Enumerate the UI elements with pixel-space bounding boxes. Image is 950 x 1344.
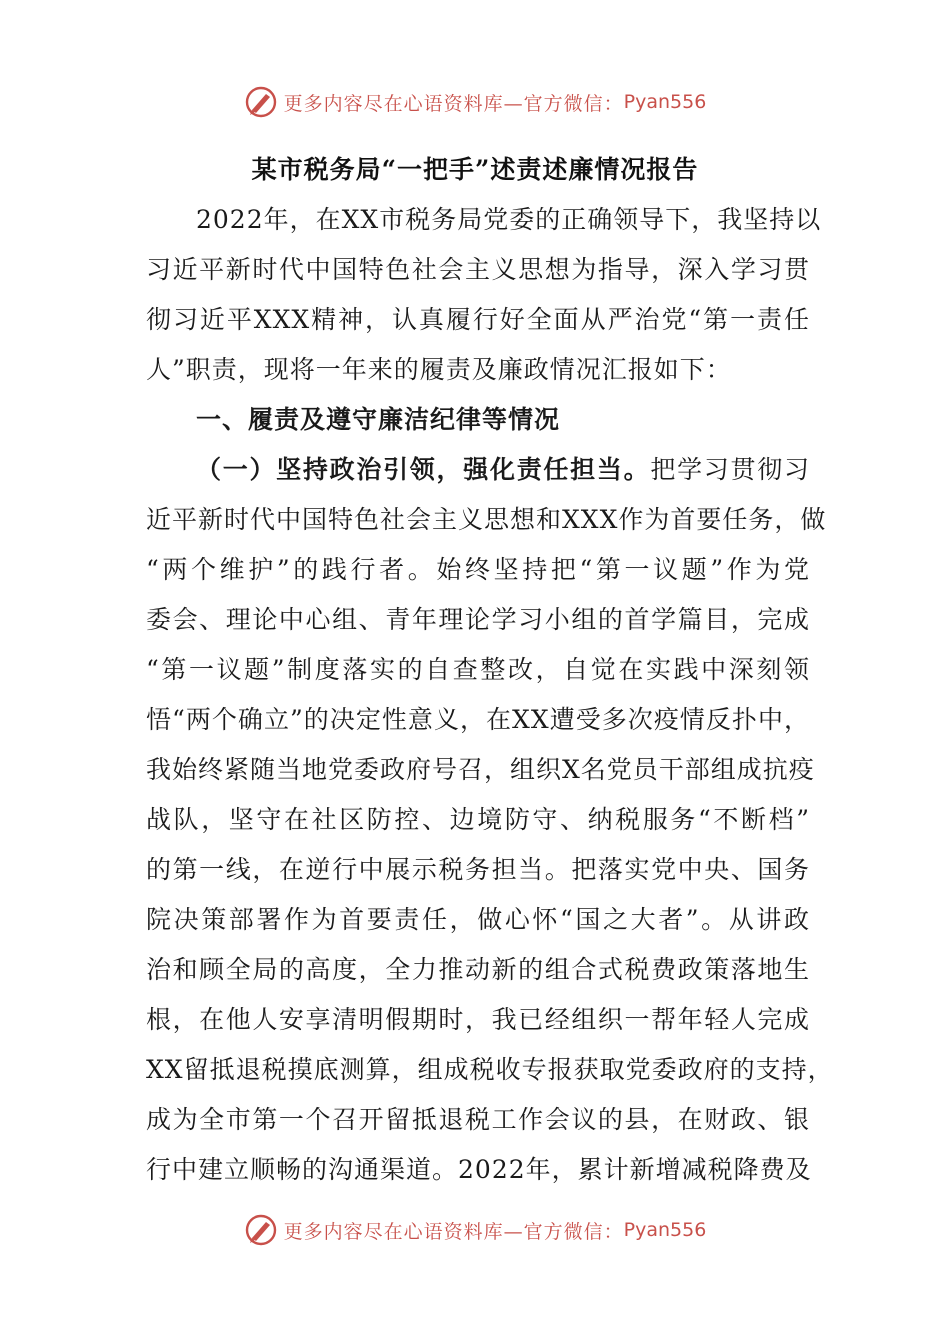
watermark-code: Pyan556 — [623, 91, 707, 113]
watermark-text: 更多内容尽在心语资料库—官方微信： — [283, 92, 624, 115]
paragraph-line: 2022年，在XX市税务局党委的正确领导下，我坚持以 — [196, 205, 822, 234]
paragraph-line: 根，在他人安享清明假期时，我已经组织一帮年轻人完成 — [146, 1005, 810, 1034]
watermark-banner-top — [0, 82, 950, 122]
section-heading: 一、履责及遵守廉洁纪律等情况 — [196, 405, 561, 434]
pen-circle-logo-icon — [244, 1213, 278, 1247]
paragraph-line: 成为全市第一个召开留抵退税工作会议的县，在财政、银 — [146, 1105, 810, 1134]
paragraph-line: 院决策部署作为首要责任，做心怀“国之大者”。从讲政 — [146, 905, 810, 934]
paragraph-line: 人”职责，现将一年来的履责及廉政情况汇报如下： — [146, 355, 732, 384]
paragraph-line: 的第一线，在逆行中展示税务担当。把落实党中央、国务 — [146, 855, 810, 884]
paragraph-line: 委会、理论中心组、青年理论学习小组的首学篇目，完成 — [146, 605, 810, 634]
subsection-heading: （一）坚持政治引领，强化责任担当。 — [196, 455, 651, 484]
paragraph-line — [196, 450, 810, 490]
watermark-code: Pyan556 — [623, 1219, 707, 1241]
paragraph-line: 行中建立顺畅的沟通渠道。2022年，累计新增减税降费及 — [146, 1155, 812, 1184]
pen-circle-logo-icon — [244, 85, 278, 119]
paragraph-line: “第一议题”制度落实的自查整改，自觉在实践中深刻领 — [146, 655, 810, 684]
watermark-text: 更多内容尽在心语资料库—官方微信： — [283, 1220, 624, 1243]
paragraph-line: 近平新时代中国特色社会主义思想和XXX作为首要任务，做 — [146, 505, 827, 534]
paragraph-line: XX留抵退税摸底测算，组成税收专报获取党委政府的支持， — [146, 1055, 834, 1084]
watermark-banner-bottom — [0, 1210, 950, 1250]
document-title: 某市税务局“一把手”述责述廉情况报告 — [251, 155, 699, 184]
paragraph-text: 把学习贯彻习 — [650, 455, 810, 484]
paragraph-line: 习近平新时代中国特色社会主义思想为指导，深入学习贯 — [146, 255, 810, 284]
paragraph-line: 战队，坚守在社区防控、边境防守、纳税服务“不断档” — [146, 805, 810, 834]
paragraph-line: 治和顾全局的高度，全力推动新的组合式税费政策落地生 — [146, 955, 810, 984]
paragraph-line: “两个维护”的践行者。始终坚持把“第一议题”作为党 — [146, 555, 810, 584]
paragraph-line: 悟“两个确立”的决定性意义，在XX遭受多次疫情反扑中， — [146, 705, 810, 734]
paragraph-line: 彻习近平XXX精神，认真履行好全面从严治党“第一责任 — [146, 305, 810, 334]
paragraph-line: 我始终紧随当地党委政府号召，组织X名党员干部组成抗疫 — [146, 755, 815, 784]
